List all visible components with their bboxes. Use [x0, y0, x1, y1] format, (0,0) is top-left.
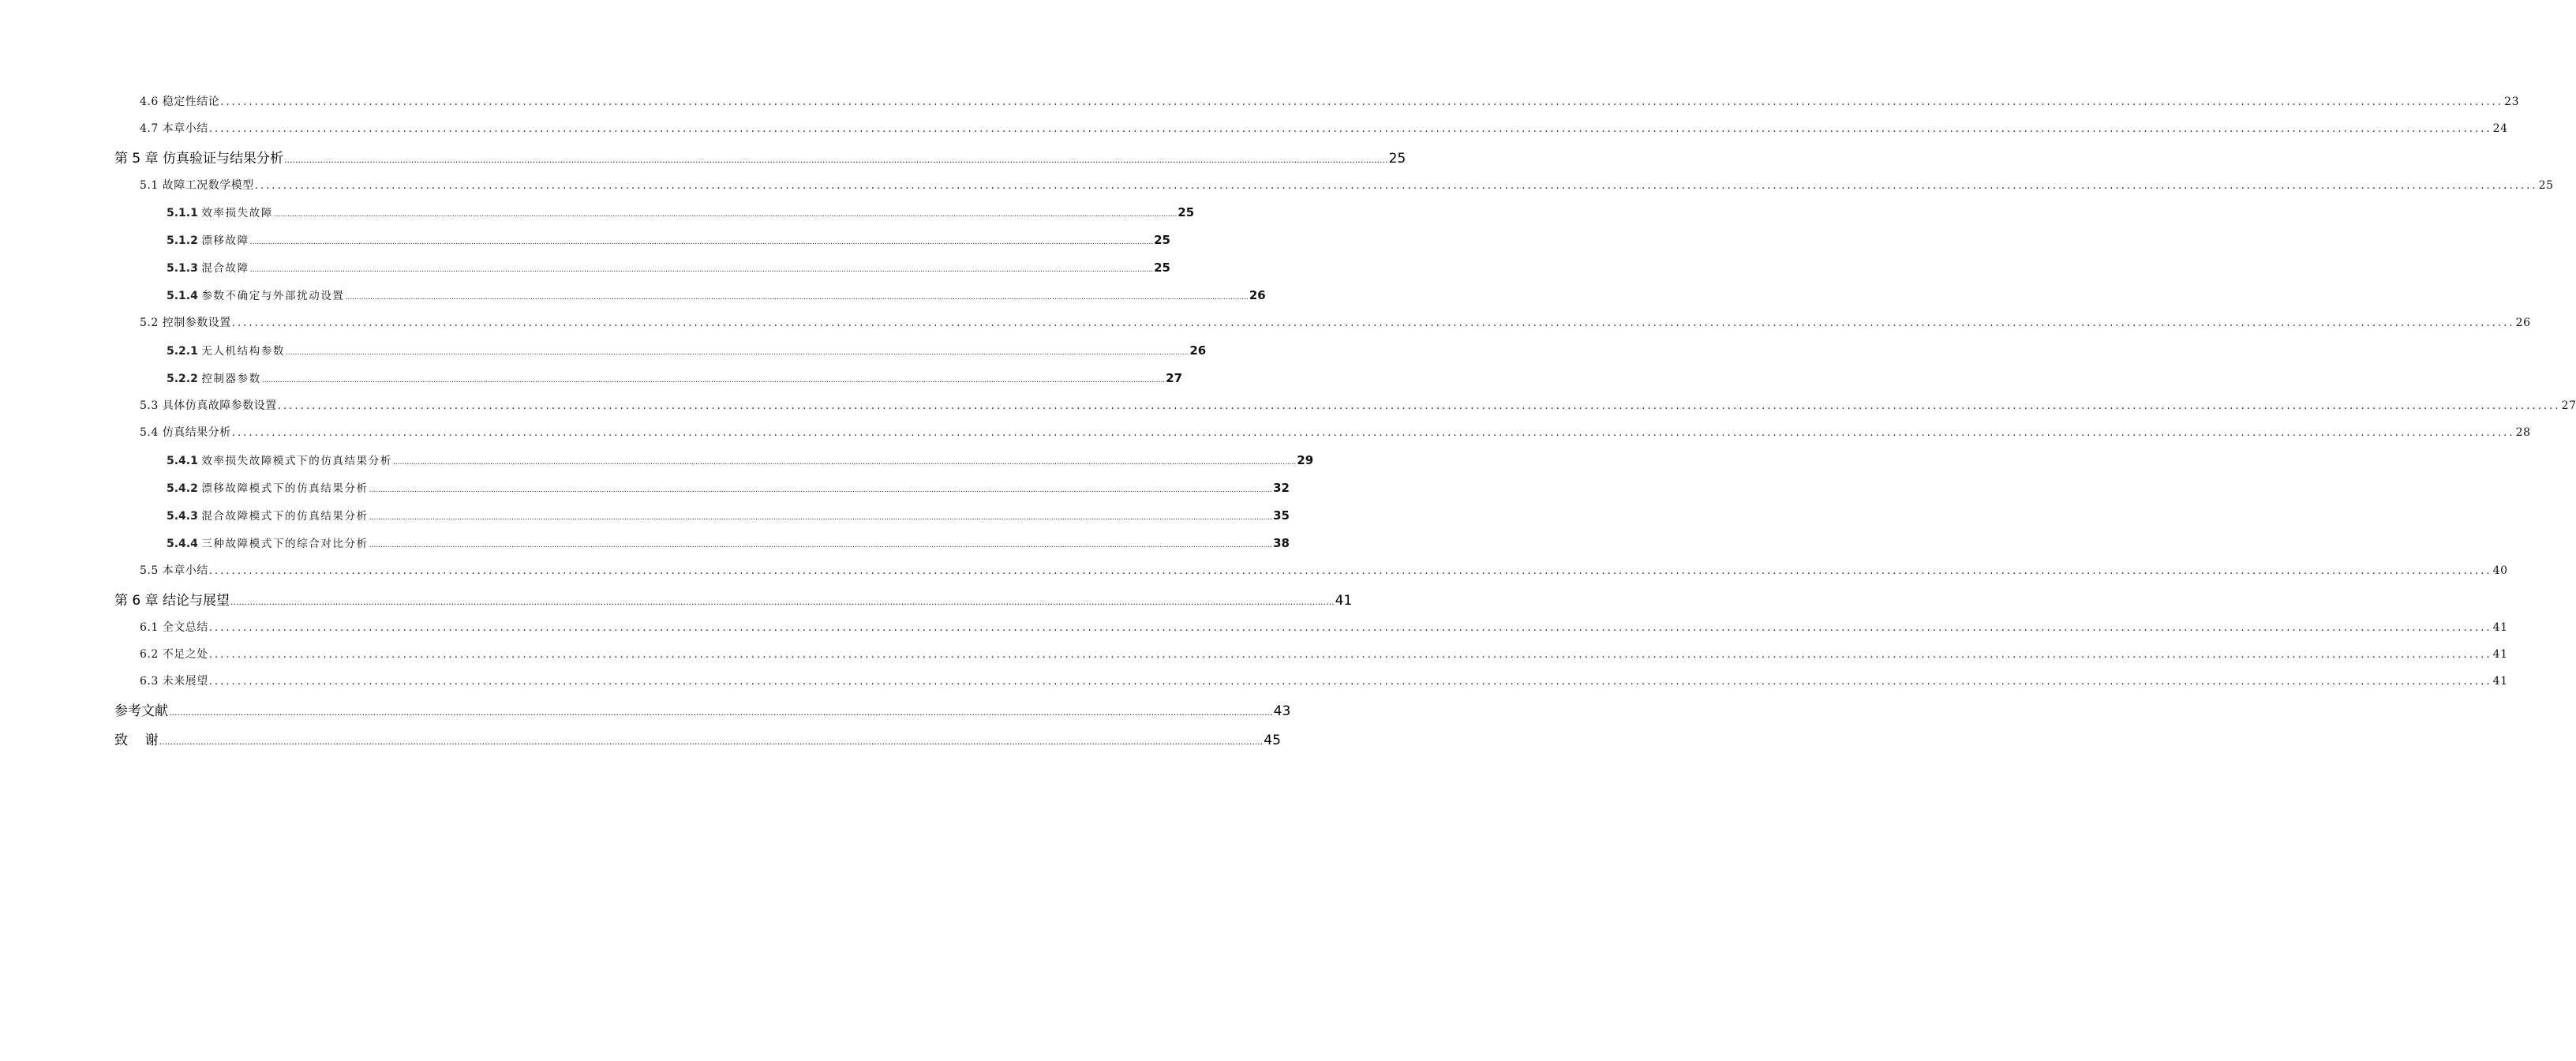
- toc-entry-5-4-3[interactable]: [167, 507, 1290, 523]
- toc-entry-page: 25: [1388, 151, 1406, 167]
- toc-entry-page: 29: [1297, 453, 1314, 467]
- toc-entry-title: 5.1 故障工况数学模型: [140, 179, 254, 192]
- dot-leader: ................................................................................................................................................................................................................................................................................................................................................................................................................: [231, 317, 2515, 329]
- dot-leader: ................................................................................................................................................................................................................................................................................................................................................................................................................: [369, 542, 1273, 549]
- toc-entry-page: 25: [1178, 205, 1195, 219]
- dot-leader: ................................................................................................................................................................................................................................................................................................................................................................................................................: [369, 486, 1273, 494]
- toc-entry-5-1-2[interactable]: [167, 231, 1170, 247]
- toc-entry-page: 26: [1249, 288, 1266, 302]
- dot-leader: ................................................................................................................................................................................................................................................................................................................................................................................................................: [159, 737, 1264, 747]
- toc-entry-number: 5.1.3: [167, 262, 198, 275]
- toc-entry-page: 38: [1273, 536, 1290, 550]
- toc-entry-page: 25: [1154, 233, 1170, 247]
- toc-entry-title: 5.3 具体仿真故障参数设置: [140, 399, 277, 412]
- toc-entry-title: 5.2 控制参数设置: [140, 317, 231, 329]
- toc-chapter-5[interactable]: [114, 147, 1406, 167]
- toc-entry-page: 23: [2504, 96, 2519, 108]
- toc-entry-5-4-1[interactable]: [167, 452, 1314, 467]
- toc-entry-5-2-1[interactable]: [167, 342, 1207, 358]
- toc-entry-title: 参考文献: [114, 703, 168, 719]
- toc-entry-page: 41: [2492, 648, 2508, 661]
- toc-entry-5-4[interactable]: [140, 424, 2531, 440]
- toc-entry-title: 漂移故障模式下的仿真结果分析: [201, 482, 369, 495]
- dot-leader: ................................................................................................................................................................................................................................................................................................................................................................................................................: [392, 459, 1297, 467]
- toc-acknowledgements[interactable]: [114, 729, 1281, 748]
- toc-entry-number: 5.1.1: [167, 207, 198, 219]
- dot-leader: ................................................................................................................................................................................................................................................................................................................................................................................................................: [249, 238, 1154, 246]
- toc-entry-5-1-1[interactable]: [167, 204, 1195, 219]
- toc-entry-page: 41: [2492, 621, 2508, 634]
- toc-entry-page: 26: [2515, 317, 2531, 329]
- dot-leader: ................................................................................................................................................................................................................................................................................................................................................................................................................: [230, 597, 1335, 607]
- toc-entry-number: 5.4.1: [167, 455, 198, 467]
- toc-entry-5-2-2[interactable]: [167, 369, 1183, 385]
- dot-leader: ................................................................................................................................................................................................................................................................................................................................................................................................................: [208, 622, 2492, 634]
- toc-entry-title: 4.6 稳定性结论: [140, 96, 220, 108]
- toc-entry-number: 5.2.1: [167, 345, 198, 358]
- toc-entry-title: 5.5 本章小结: [140, 564, 208, 577]
- toc-entry-title: 6.1 全文总结: [140, 621, 208, 634]
- toc-entry-title: 参数不确定与外部扰动设置: [201, 290, 345, 302]
- toc-entry-number: 5.1.4: [167, 290, 198, 302]
- toc-entry-title: 无人机结构参数: [201, 345, 286, 358]
- toc-entry-title: 5.4 仿真结果分析: [140, 426, 231, 439]
- toc-entry-page: 28: [2515, 426, 2531, 439]
- dot-leader: ................................................................................................................................................................................................................................................................................................................................................................................................................: [208, 123, 2492, 135]
- toc-entry-number: 5.4.4: [167, 538, 198, 550]
- toc-entry-5-5[interactable]: [140, 562, 2508, 578]
- toc-entry-page: 41: [2492, 675, 2508, 688]
- toc-entry-5-1-3[interactable]: [167, 259, 1170, 275]
- dot-leader: ................................................................................................................................................................................................................................................................................................................................................................................................................: [249, 266, 1154, 274]
- toc-entry-page: 41: [1335, 593, 1353, 609]
- dot-leader: ................................................................................................................................................................................................................................................................................................................................................................................................................: [286, 349, 1189, 357]
- toc-entry-number: 5.2.2: [167, 373, 198, 385]
- dot-leader: ................................................................................................................................................................................................................................................................................................................................................................................................................: [369, 514, 1273, 522]
- toc-entry-page: 25: [1154, 261, 1170, 275]
- dot-leader: ................................................................................................................................................................................................................................................................................................................................................................................................................: [273, 211, 1178, 219]
- toc-entry-4-7[interactable]: [140, 120, 2508, 136]
- toc-entry-6-1[interactable]: [140, 619, 2508, 635]
- toc-chapter-6[interactable]: [114, 589, 1353, 609]
- toc-entry-5-3[interactable]: [140, 397, 2576, 413]
- toc-entry-page: 25: [2538, 179, 2554, 192]
- toc-entry-title: 6.2 不足之处: [140, 648, 208, 661]
- toc-entry-6-3[interactable]: [140, 673, 2508, 688]
- toc-entry-title: 效率损失故障模式下的仿真结果分析: [201, 455, 392, 467]
- dot-leader: ................................................................................................................................................................................................................................................................................................................................................................................................................: [254, 180, 2538, 192]
- toc-entry-page: 26: [1189, 343, 1207, 358]
- toc-references[interactable]: [114, 699, 1291, 719]
- toc-entry-title: 三种故障模式下的综合对比分析: [201, 538, 369, 550]
- toc-entry-number: 5.4.3: [167, 510, 198, 523]
- toc-entry-title: 控制器参数: [201, 373, 261, 385]
- toc-entry-5-2[interactable]: [140, 314, 2531, 330]
- toc-entry-page: 43: [1273, 703, 1291, 719]
- dot-leader: ................................................................................................................................................................................................................................................................................................................................................................................................................: [231, 427, 2515, 439]
- toc-entry-page: 45: [1264, 733, 1281, 748]
- toc-entry-6-2[interactable]: [140, 646, 2508, 662]
- dot-leader: ................................................................................................................................................................................................................................................................................................................................................................................................................: [169, 707, 1273, 718]
- dot-leader: ................................................................................................................................................................................................................................................................................................................................................................................................................: [277, 400, 2561, 412]
- toc-entry-title: 混合故障: [201, 262, 249, 275]
- dot-leader: ................................................................................................................................................................................................................................................................................................................................................................................................................: [220, 96, 2504, 108]
- toc-entry-page: 27: [1166, 371, 1183, 385]
- toc-entry-title: 漂移故障: [201, 234, 249, 247]
- toc-entry-title: 第 5 章 仿真验证与结果分析: [114, 151, 284, 167]
- toc-entry-number: 5.4.2: [167, 482, 198, 495]
- dot-leader: ................................................................................................................................................................................................................................................................................................................................................................................................................: [208, 565, 2492, 577]
- toc-entry-5-1-4[interactable]: [167, 287, 1266, 302]
- toc-entry-title: 第 6 章 结论与展望: [114, 593, 230, 609]
- toc-entry-number: 5.1.2: [167, 234, 198, 247]
- toc-entry-5-1[interactable]: [140, 177, 2554, 193]
- dot-leader: ................................................................................................................................................................................................................................................................................................................................................................................................................: [284, 155, 1388, 165]
- toc-entry-page: 35: [1273, 508, 1290, 523]
- dot-leader: ................................................................................................................................................................................................................................................................................................................................................................................................................: [345, 294, 1249, 302]
- toc-entry-title: 6.3 未来展望: [140, 675, 208, 688]
- toc-entry-title: 4.7 本章小结: [140, 122, 208, 135]
- dot-leader: ................................................................................................................................................................................................................................................................................................................................................................................................................: [261, 377, 1166, 384]
- toc-entry-4-6[interactable]: [140, 93, 2519, 109]
- dot-leader: ................................................................................................................................................................................................................................................................................................................................................................................................................: [208, 649, 2492, 661]
- toc-entry-page: 40: [2492, 564, 2508, 577]
- toc-entry-title: 效率损失故障: [201, 207, 273, 219]
- toc-entry-page: 24: [2492, 122, 2508, 135]
- toc-entry-page: 27: [2561, 399, 2576, 412]
- dot-leader: ................................................................................................................................................................................................................................................................................................................................................................................................................: [208, 676, 2492, 688]
- toc-entry-title: 混合故障模式下的仿真结果分析: [201, 510, 369, 523]
- toc-entry-5-4-4[interactable]: [167, 534, 1290, 550]
- toc-entry-5-4-2[interactable]: [167, 479, 1290, 495]
- toc-entry-title: 致 谢: [114, 733, 159, 748]
- toc-entry-page: 32: [1273, 481, 1290, 495]
